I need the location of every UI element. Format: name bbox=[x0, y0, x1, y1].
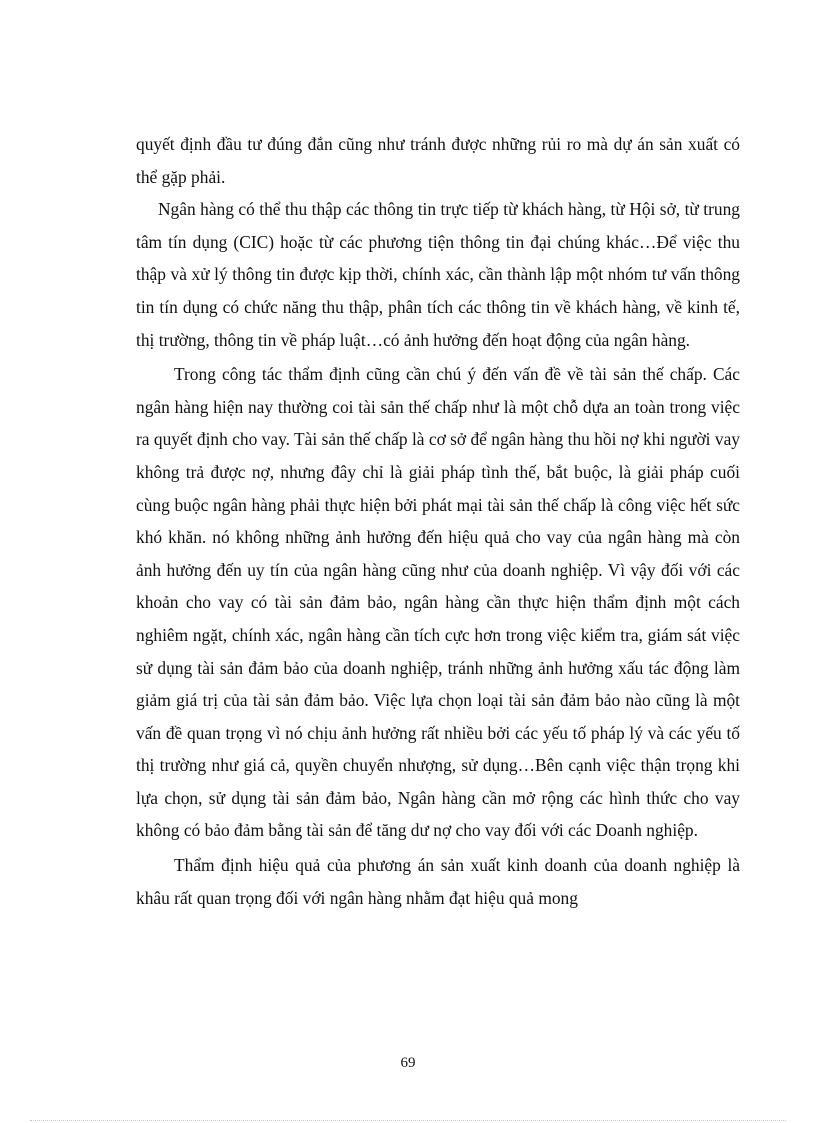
body-text bbox=[136, 128, 740, 914]
page-number: 69 bbox=[400, 1055, 416, 1071]
page-bottom-divider bbox=[30, 1120, 786, 1121]
paragraph-business-plan-appraisal: Thẩm định hiệu quả của phương án sản xuất kinh doanh của doanh nghiệp là khâu rất quan trọng đối với ngân hàng nhằm đạt hiệu quả mong bbox=[136, 855, 740, 908]
paragraph-collateral-appraisal: Trong công tác thẩm định cũng cần chú ý đến vấn đề về tài sản thế chấp. Các ngân hàng hiện nay thường coi tài sản thế chấp như là một chỗ dựa an toàn trong việc ra quyết định cho vay. Tài sản thế chấp là cơ sở để ngân hàng thu hồi nợ khi người vay không trả được nợ, nhưng đây chỉ là giải pháp tình thế, bắt buộc, là giải pháp cuối cùng buộc ngân hàng phải thực hiện bởi phát mại tài sản thế chấp là công việc hết sức khó khăn. nó không những ảnh hưởng đến hiệu quả cho vay của ngân hàng mà còn ảnh hưởng đến uy tín của ngân hàng cũng như của doanh nghiệp. Vì vậy đối với các khoản cho vay có tài sản đảm bảo, ngân hàng cần thực hiện thẩm định một cách nghiêm ngặt, chính xác, ngân hàng cần tích cực hơn trong việc kiểm tra, giám sát việc sử dụng tài sản đảm bảo của doanh nghiệp, tránh những ảnh hưởng xấu tác động làm giảm giá trị của tài sản đảm bảo. Việc lựa chọn loại tài sản đảm bảo nào cũng là một vấn đề quan trọng vì nó chịu ảnh hưởng rất nhiều bởi các yếu tố pháp lý và các yếu tố thị trường như giá cả, quyền chuyển nhượng, sử dụng…Bên cạnh việc thận trọng khi lựa chọn, sử dụng tài sản đảm bảo, Ngân hàng cần mở rộng các hình thức cho vay không có bảo đảm bằng tài sản để tăng dư nợ cho vay đối với các Doanh nghiệp. bbox=[136, 364, 740, 841]
paragraph-information-collection: Ngân hàng có thể thu thập các thông tin trực tiếp từ khách hàng, từ Hội sở, từ trung tâm tín dụng (CIC) hoặc từ các phương tiện thông tin đại chúng khác…Để việc thu thập và xử lý thông tin được kịp thời, chính xác, cần thành lập một nhóm tư vấn thông tin tín dụng có chức năng thu thập, phân tích các thông tin về khách hàng, về kinh tế, thị trường, thông tin về pháp luật…có ảnh hưởng đến hoạt động của ngân hàng. bbox=[136, 199, 740, 350]
paragraph-continuation: quyết định đầu tư đúng đắn cũng như tránh được những rủi ro mà dự án sản xuất có thể gặp phải. bbox=[136, 134, 740, 187]
